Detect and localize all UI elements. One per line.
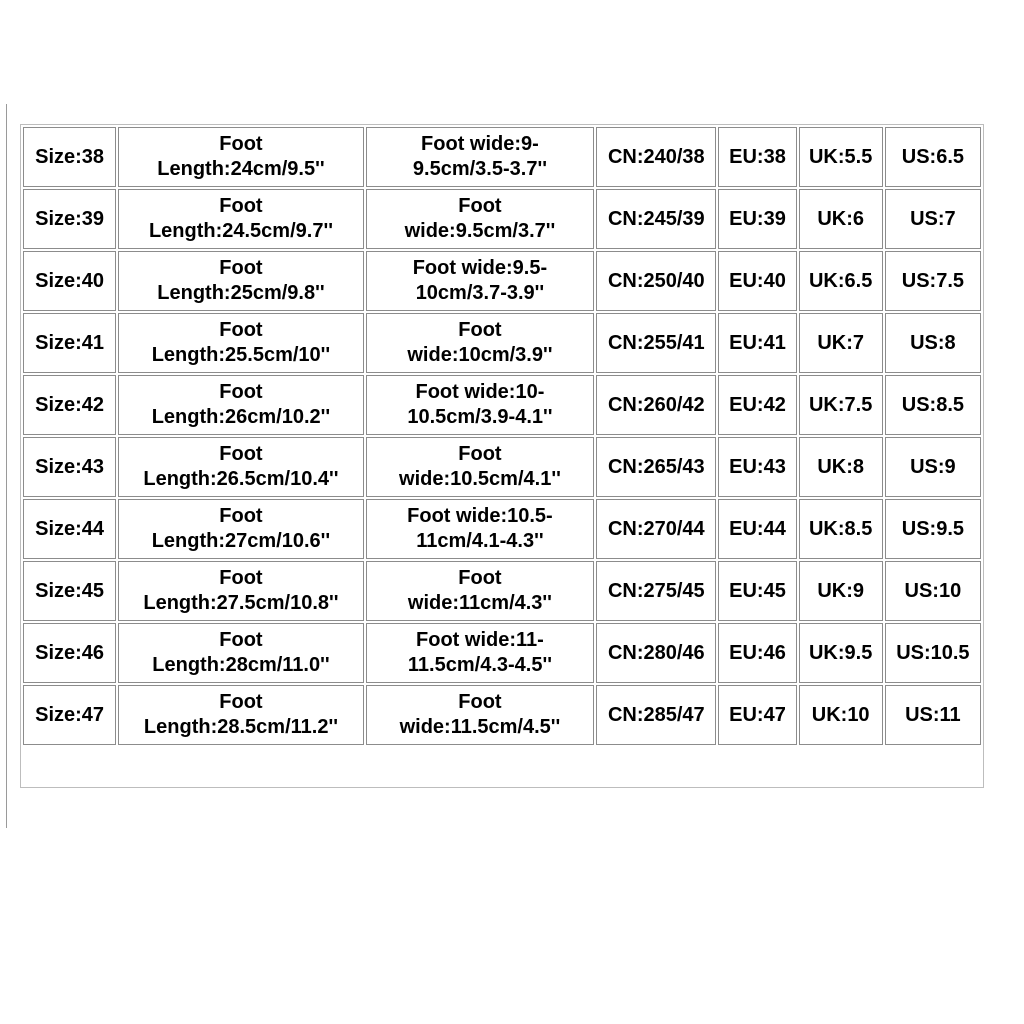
foot-wide-line-2: wide:9.5cm/3.7'' <box>404 220 556 242</box>
uk-size-label: UK:9 <box>817 579 864 602</box>
size-label: Size:38 <box>35 145 105 168</box>
cn-size-label: CN:255/41 <box>607 331 705 354</box>
foot-wide-cell <box>366 623 594 683</box>
uk-size-cell <box>799 499 883 559</box>
size-cell <box>23 375 116 435</box>
size-label: Size:40 <box>35 269 105 292</box>
eu-size-cell <box>718 375 796 435</box>
uk-size-label: UK:7 <box>817 331 864 354</box>
table-row <box>23 313 981 373</box>
us-size-cell <box>885 561 981 621</box>
foot-wide-line-2: 10cm/3.7-3.9'' <box>415 282 545 304</box>
eu-size-cell <box>718 685 796 745</box>
us-size-cell <box>885 251 981 311</box>
size-label: Size:44 <box>35 517 105 540</box>
foot-wide-line-1: Foot <box>458 443 502 465</box>
cn-size-label: CN:275/45 <box>607 579 705 602</box>
uk-size-label: UK:9.5 <box>808 641 873 664</box>
table-row <box>23 685 981 745</box>
eu-size-label: EU:39 <box>729 207 786 230</box>
eu-size-label: EU:47 <box>729 703 786 726</box>
eu-size-label: EU:46 <box>729 641 786 664</box>
foot-length-line-2: Length:24.5cm/9.7'' <box>148 220 333 242</box>
us-size-label: US:11 <box>905 703 961 726</box>
foot-length-cell <box>118 189 364 249</box>
uk-size-label: UK:6.5 <box>808 269 873 292</box>
size-chart-table <box>20 124 984 788</box>
foot-length-cell <box>118 623 364 683</box>
size-cell <box>23 437 116 497</box>
eu-size-label: EU:43 <box>729 455 786 478</box>
table-row <box>23 561 981 621</box>
foot-wide-cell <box>366 251 594 311</box>
size-cell <box>23 561 116 621</box>
foot-length-cell <box>118 313 364 373</box>
size-label: Size:42 <box>35 393 105 416</box>
us-size-cell <box>885 437 981 497</box>
foot-length-line-2: Length:28cm/11.0'' <box>152 654 330 676</box>
table-row <box>23 189 981 249</box>
table-row <box>23 375 981 435</box>
eu-size-cell <box>718 623 796 683</box>
foot-wide-line-1: Foot wide:9.5- <box>412 257 548 279</box>
foot-wide-line-2: 11cm/4.1-4.3'' <box>416 530 544 552</box>
table-row <box>23 437 981 497</box>
uk-size-cell <box>799 685 883 745</box>
us-size-cell <box>885 127 981 187</box>
table-row <box>23 623 981 683</box>
cn-size-cell <box>596 685 716 745</box>
size-label: Size:46 <box>35 641 105 664</box>
size-cell <box>23 251 116 311</box>
cn-size-cell <box>596 499 716 559</box>
cn-size-cell <box>596 437 716 497</box>
cn-size-label: CN:280/46 <box>607 641 705 664</box>
foot-wide-line-2: wide:10cm/3.9'' <box>407 344 553 366</box>
us-size-cell <box>885 623 981 683</box>
foot-length-line-1: Foot <box>219 381 263 403</box>
foot-wide-line-1: Foot <box>458 195 502 217</box>
left-divider-line <box>6 104 7 828</box>
foot-wide-line-1: Foot <box>458 691 502 713</box>
us-size-cell <box>885 189 981 249</box>
foot-wide-cell <box>366 499 594 559</box>
size-label: Size:39 <box>35 207 105 230</box>
foot-length-cell <box>118 251 364 311</box>
eu-size-cell <box>718 189 796 249</box>
table-row <box>23 499 981 559</box>
size-cell <box>23 685 116 745</box>
size-cell <box>23 623 116 683</box>
foot-wide-cell <box>366 685 594 745</box>
table-row <box>23 251 981 311</box>
eu-size-label: EU:41 <box>729 331 786 354</box>
foot-length-line-1: Foot <box>219 505 263 527</box>
cn-size-cell <box>596 251 716 311</box>
cn-size-label: CN:265/43 <box>607 455 705 478</box>
size-label: Size:45 <box>35 579 105 602</box>
foot-length-cell <box>118 685 364 745</box>
foot-wide-line-1: Foot <box>458 567 502 589</box>
foot-wide-line-2: 9.5cm/3.5-3.7'' <box>412 158 547 180</box>
uk-size-label: UK:5.5 <box>808 145 873 168</box>
cn-size-cell <box>596 189 716 249</box>
foot-length-line-1: Foot <box>219 133 263 155</box>
size-label: Size:47 <box>35 703 105 726</box>
us-size-label: US:10.5 <box>896 641 970 664</box>
uk-size-cell <box>799 623 883 683</box>
cn-size-cell <box>596 313 716 373</box>
foot-wide-line-2: wide:10.5cm/4.1'' <box>399 468 561 490</box>
foot-length-cell <box>118 375 364 435</box>
foot-wide-cell <box>366 561 594 621</box>
foot-wide-cell <box>366 437 594 497</box>
cn-size-label: CN:245/39 <box>607 207 705 230</box>
uk-size-cell <box>799 437 883 497</box>
uk-size-label: UK:8.5 <box>808 517 873 540</box>
foot-length-line-2: Length:27.5cm/10.8'' <box>143 592 339 614</box>
size-cell <box>23 189 116 249</box>
foot-wide-line-1: Foot wide:9- <box>421 133 539 155</box>
table-row <box>23 127 981 187</box>
eu-size-label: EU:45 <box>729 579 786 602</box>
uk-size-cell <box>799 561 883 621</box>
foot-length-line-2: Length:27cm/10.6'' <box>151 530 331 552</box>
foot-length-cell <box>118 437 364 497</box>
uk-size-label: UK:7.5 <box>808 393 873 416</box>
uk-size-cell <box>799 313 883 373</box>
us-size-cell <box>885 375 981 435</box>
cn-size-cell <box>596 561 716 621</box>
cn-size-cell <box>596 623 716 683</box>
eu-size-cell <box>718 251 796 311</box>
foot-length-line-2: Length:26cm/10.2'' <box>151 406 331 428</box>
foot-wide-line-1: Foot wide:11- <box>416 629 544 651</box>
cn-size-label: CN:250/40 <box>607 269 705 292</box>
us-size-label: US:9.5 <box>901 517 964 540</box>
size-cell <box>23 127 116 187</box>
eu-size-cell <box>718 561 796 621</box>
foot-wide-line-1: Foot <box>458 319 502 341</box>
eu-size-label: EU:44 <box>729 517 786 540</box>
foot-wide-cell <box>366 189 594 249</box>
eu-size-label: EU:40 <box>729 269 786 292</box>
foot-wide-line-2: 10.5cm/3.9-4.1'' <box>407 406 553 428</box>
size-table-grid <box>21 125 983 747</box>
uk-size-label: UK:8 <box>817 455 864 478</box>
cn-size-cell <box>596 127 716 187</box>
uk-size-cell <box>799 127 883 187</box>
size-label: Size:41 <box>35 331 105 354</box>
eu-size-cell <box>718 127 796 187</box>
foot-length-cell <box>118 561 364 621</box>
foot-length-line-1: Foot <box>219 195 263 217</box>
cn-size-label: CN:270/44 <box>607 517 705 540</box>
us-size-label: US:6.5 <box>901 145 964 168</box>
uk-size-cell <box>799 189 883 249</box>
foot-length-line-1: Foot <box>219 257 263 279</box>
eu-size-cell <box>718 499 796 559</box>
size-table-body <box>23 127 981 745</box>
eu-size-cell <box>718 313 796 373</box>
us-size-cell <box>885 313 981 373</box>
cn-size-cell <box>596 375 716 435</box>
foot-wide-cell <box>366 313 594 373</box>
uk-size-cell <box>799 251 883 311</box>
size-cell <box>23 313 116 373</box>
foot-length-line-2: Length:28.5cm/11.2'' <box>143 716 338 738</box>
foot-length-line-1: Foot <box>219 629 263 651</box>
foot-wide-line-2: wide:11cm/4.3'' <box>407 592 552 614</box>
us-size-label: US:8 <box>910 331 956 354</box>
us-size-label: US:9 <box>910 455 956 478</box>
uk-size-cell <box>799 375 883 435</box>
us-size-cell <box>885 499 981 559</box>
cn-size-label: CN:240/38 <box>607 145 705 168</box>
uk-size-label: UK:10 <box>811 703 870 726</box>
foot-length-line-1: Foot <box>219 319 263 341</box>
us-size-label: US:7 <box>910 207 956 230</box>
foot-wide-line-2: 11.5cm/4.3-4.5'' <box>407 654 552 676</box>
uk-size-label: UK:6 <box>817 207 864 230</box>
us-size-cell <box>885 685 981 745</box>
size-label: Size:43 <box>35 455 105 478</box>
foot-length-cell <box>118 499 364 559</box>
us-size-label: US:8.5 <box>901 393 964 416</box>
eu-size-cell <box>718 437 796 497</box>
foot-length-line-1: Foot <box>219 443 263 465</box>
us-size-label: US:7.5 <box>901 269 964 292</box>
foot-length-line-1: Foot <box>219 691 263 713</box>
foot-length-line-2: Length:24cm/9.5'' <box>157 158 325 180</box>
foot-wide-line-2: wide:11.5cm/4.5'' <box>399 716 561 738</box>
foot-wide-line-1: Foot wide:10- <box>415 381 545 403</box>
foot-length-cell <box>118 127 364 187</box>
foot-length-line-2: Length:26.5cm/10.4'' <box>143 468 339 490</box>
size-cell <box>23 499 116 559</box>
us-size-label: US:10 <box>904 579 962 602</box>
cn-size-label: CN:285/47 <box>607 703 705 726</box>
eu-size-label: EU:38 <box>729 145 786 168</box>
foot-wide-cell <box>366 375 594 435</box>
foot-length-line-2: Length:25cm/9.8'' <box>157 282 325 304</box>
eu-size-label: EU:42 <box>729 393 786 416</box>
foot-length-line-2: Length:25.5cm/10'' <box>151 344 331 366</box>
foot-length-line-1: Foot <box>219 567 263 589</box>
cn-size-label: CN:260/42 <box>607 393 705 416</box>
foot-wide-cell <box>366 127 594 187</box>
foot-wide-line-1: Foot wide:10.5- <box>407 505 553 527</box>
